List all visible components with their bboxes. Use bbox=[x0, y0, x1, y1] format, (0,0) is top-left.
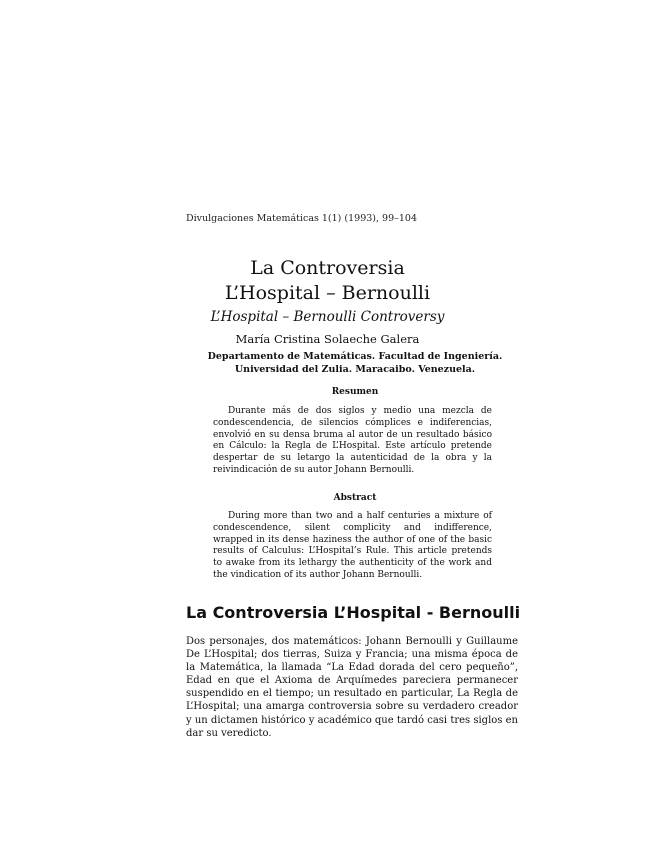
abstract-text: During more than two and a half centuries a mixture of condescendence, silent complicity and indifference, wrapped in its dense haziness the author of one of the basic results of Calculus: L’Hospital’s Rule. This article pretends to awake from its lethargy the authenticity of the work and the vindication of its author Johann Bernoulli. bbox=[213, 511, 492, 580]
resumen-text: Durante más de dos siglos y medio una mezcla de condescendencia, de silencios cómplices e indiferencias, envolvió en su densa bruma al autor de un resultado básico en Cálculo: la Regla de L’Hospital. Este artículo pretende despertar de su letargo la autenticidad de la obra y la reivindicación de su autor Johann Bernoulli. bbox=[213, 406, 492, 475]
section-paragraph: Dos personajes, dos matemáticos: Johann Bernoulli y Guillaume De L’Hospital; dos tierras, Suiza y Francia; una misma época de la Matemática, la llamada “La Edad dorada del cero pequeño”, Edad en que el Axioma de Arquímedes pareciera permanecer suspendido en el tiempo; un resultado en particular, La Regla de L’Hospital; una amarga controversia sobre su verdadero creador y un dictamen histórico y académico que tardó casi tres siglos en dar su veredicto. bbox=[186, 636, 518, 739]
author-name: María Cristina Solaeche Galera bbox=[235, 332, 420, 346]
journal-reference: Divulgaciones Matemáticas 1(1) (1993), 99–104 bbox=[186, 213, 417, 224]
subtitle: L’Hospital – Bernoulli Controversy bbox=[210, 309, 445, 325]
affiliation-line-2: Universidad del Zulia. Maracaibo. Venezuela. bbox=[234, 364, 476, 375]
affiliation-line-1: Departamento de Matemáticas. Facultad de Ingeniería. bbox=[207, 351, 503, 362]
abstract-heading: Abstract bbox=[333, 493, 377, 503]
resumen-heading: Resumen bbox=[331, 387, 379, 397]
title-line-1: La Controversia bbox=[250, 257, 405, 279]
title-line-2: L’Hospital – Bernoulli bbox=[224, 282, 431, 304]
section-heading: La Controversia L’Hospital - Bernoulli bbox=[186, 603, 521, 622]
